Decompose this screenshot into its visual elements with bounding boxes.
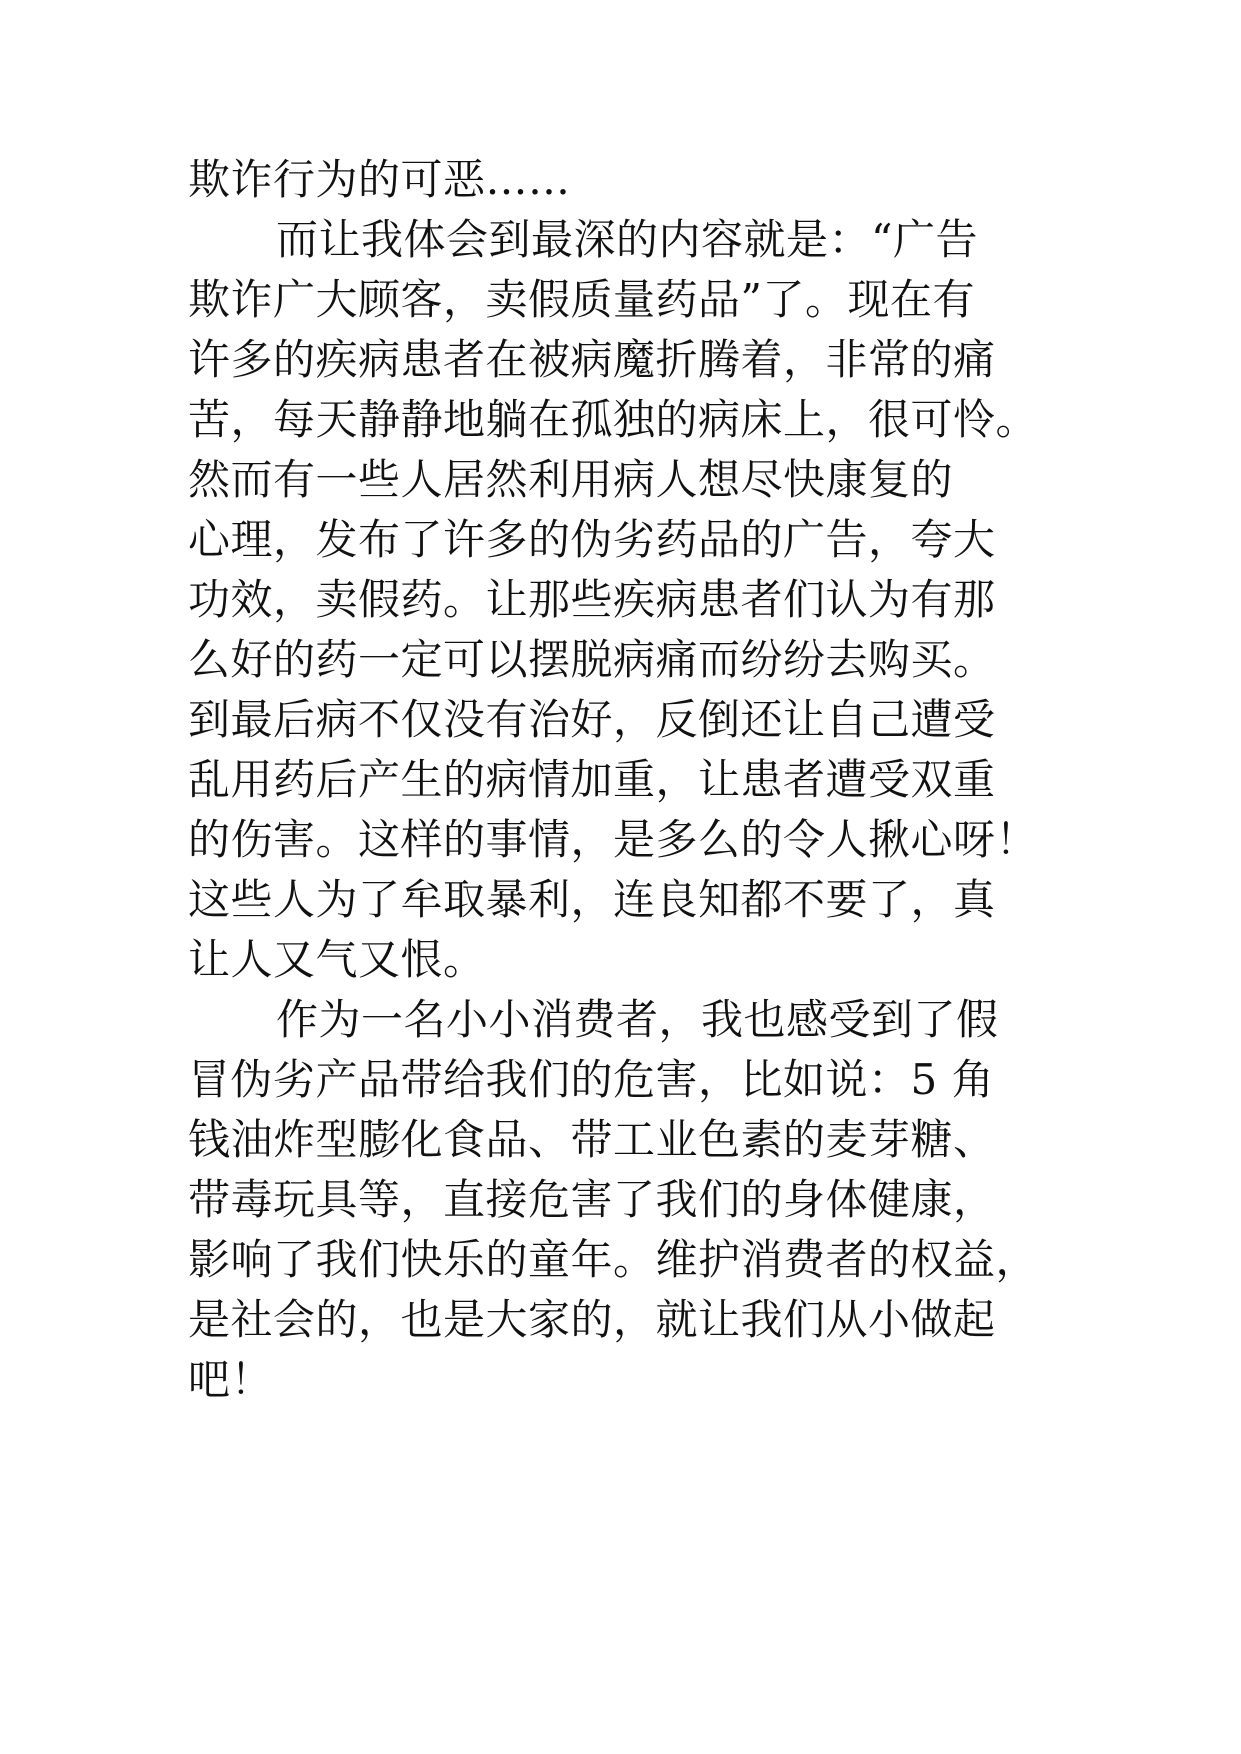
text-line-16: 冒伪劣产品带给我们的危害，比如说：5 角 (188, 1055, 995, 1104)
text-line-12: 的伤害。这样的事情，是多么的令人揪心呀！ (188, 815, 1039, 864)
text-line-21: 吧！ (188, 1355, 274, 1404)
text-line-4: 许多的疾病患者在被病魔折腾着，非常的痛 (188, 335, 996, 384)
text-line-9: 么好的药一定可以摆脱病痛而纷纷去购买。 (188, 635, 996, 684)
document-body (188, 150, 1068, 1410)
text-line-17: 钱油炸型膨化食品、带工业色素的麦芽糖、 (188, 1115, 996, 1164)
paragraph-start-line: 而让我体会到最深的内容就是：“广告 (276, 215, 978, 264)
text-line-20: 是社会的，也是大家的，就让我们从小做起 (188, 1295, 996, 1344)
text-line-3: 欺诈广大顾客，卖假质量药品”了。现在有 (188, 275, 975, 324)
text-line-14: 让人又气又恨。 (188, 935, 486, 984)
text-line-8: 功效，卖假药。让那些疾病患者们认为有那 (188, 575, 996, 624)
text-line-10: 到最后病不仅没有治好，反倒还让自己遭受 (188, 695, 996, 744)
text-line-13: 这些人为了牟取暴利，连良知都不要了，真 (188, 875, 996, 924)
text-line-11: 乱用药后产生的病情加重，让患者遭受双重 (188, 755, 996, 804)
text-line-6: 然而有一些人居然利用病人想尽快康复的 (188, 455, 954, 504)
paragraph-start-line: 作为一名小小消费者，我也感受到了假 (276, 995, 999, 1044)
text-line-7: 心理，发布了许多的伪劣药品的广告，夸大 (188, 515, 996, 564)
text-line-1: 欺诈行为的可恶…… (188, 155, 571, 204)
text-line-18: 带毒玩具等，直接危害了我们的身体健康， (188, 1175, 996, 1224)
text-line-5: 苦，每天静静地躺在孤独的病床上，很可怜。 (188, 395, 1039, 444)
text-line-19: 影响了我们快乐的童年。维护消费者的权益， (188, 1235, 1039, 1284)
